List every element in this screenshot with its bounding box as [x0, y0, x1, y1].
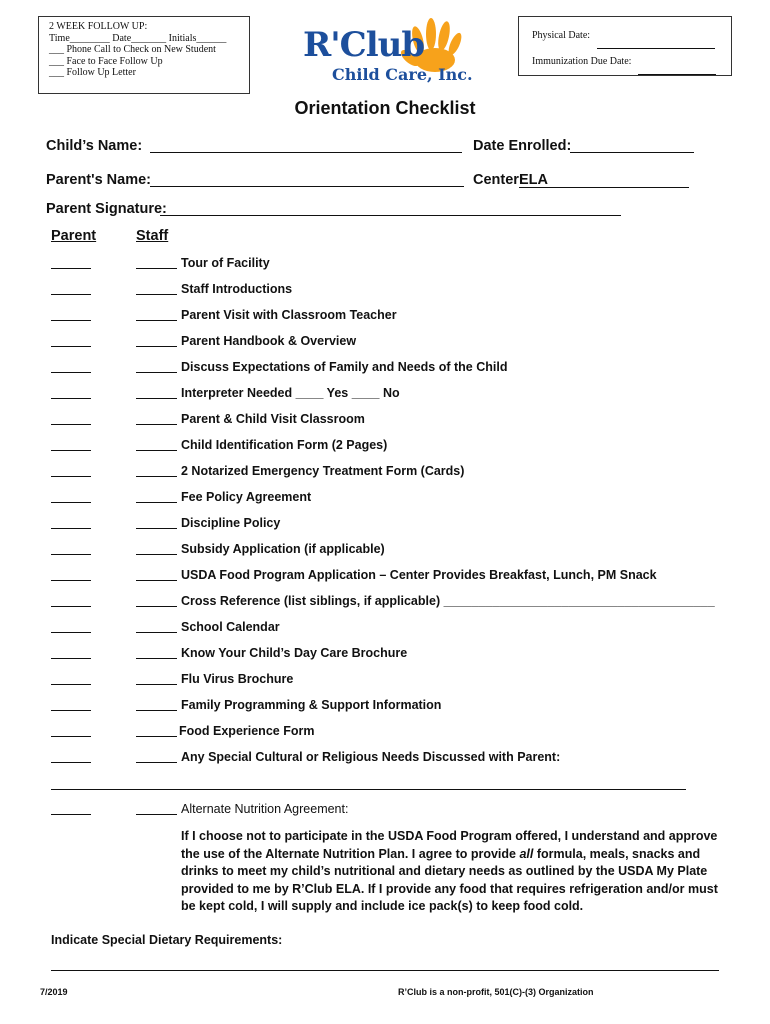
- checklist-row: [0, 620, 770, 638]
- column-header-parent: Parent: [51, 228, 97, 244]
- staff-initial-line[interactable]: [136, 580, 177, 581]
- immunization-date-row[interactable]: [532, 49, 731, 75]
- checklist-row: [0, 282, 770, 300]
- parent-initial-line[interactable]: [51, 580, 91, 581]
- physical-date-label: Physical Date:: [532, 30, 591, 41]
- staff-initial-line[interactable]: [136, 346, 177, 347]
- dietary-requirements-line[interactable]: [51, 970, 719, 971]
- checklist-label: Flu Virus Brochure: [181, 672, 294, 686]
- staff-initial-line[interactable]: [136, 424, 177, 425]
- follow-up-item[interactable]: ___ Face to Face Follow Up: [49, 55, 163, 67]
- parent-initial-line[interactable]: [51, 762, 91, 763]
- checklist-label: Subsidy Application (if applicable): [181, 542, 385, 556]
- parent-initial-line[interactable]: [51, 658, 91, 659]
- checklist-row: [0, 516, 770, 534]
- checklist-row: [0, 438, 770, 456]
- checklist-row: [0, 724, 770, 742]
- checklist-row: [0, 568, 770, 586]
- checklist-row: [0, 386, 770, 404]
- checklist-row: [0, 412, 770, 430]
- date-enrolled-label: Date Enrolled:: [473, 138, 572, 154]
- parent-signature-label: Parent Signature:: [46, 201, 167, 217]
- staff-initial-line[interactable]: [136, 632, 177, 633]
- parent-initial-line[interactable]: [51, 320, 91, 321]
- special-needs-line[interactable]: [51, 789, 686, 790]
- checklist-label: Family Programming & Support Information: [181, 698, 442, 712]
- follow-up-fields[interactable]: Time________ Date_______ Initials______: [49, 32, 227, 44]
- checklist-label: Parent Handbook & Overview: [181, 334, 357, 348]
- staff-initial-line[interactable]: [136, 294, 177, 295]
- staff-initial-line[interactable]: [136, 320, 177, 321]
- checklist-row: [0, 360, 770, 378]
- checklist-label: Parent & Child Visit Classroom: [181, 412, 365, 426]
- physical-date-line[interactable]: [597, 38, 715, 49]
- checklist-row: [0, 594, 770, 612]
- parent-initial-line[interactable]: [51, 684, 91, 685]
- staff-initial-line[interactable]: [136, 528, 177, 529]
- checklist-row: [0, 646, 770, 664]
- parent-name-line[interactable]: [150, 172, 464, 187]
- parent-initial-line[interactable]: [51, 346, 91, 347]
- checklist-label: Know Your Child’s Day Care Brochure: [181, 646, 408, 660]
- checklist-label: Cross Reference (list siblings, if applicable) _______________________________________: [181, 594, 715, 608]
- parent-initial-line[interactable]: [51, 528, 91, 529]
- staff-initial-line[interactable]: [136, 554, 177, 555]
- checklist-row: [0, 256, 770, 274]
- alternate-nutrition-label: Alternate Nutrition Agreement:: [181, 802, 349, 816]
- staff-initial-line[interactable]: [136, 476, 177, 477]
- parent-initial-line[interactable]: [51, 372, 91, 373]
- parent-name-label: Parent's Name:: [46, 172, 151, 188]
- checklist-row: [0, 698, 770, 716]
- center-value[interactable]: [519, 172, 689, 188]
- staff-initial-line[interactable]: [136, 658, 177, 659]
- staff-initial-line[interactable]: [136, 502, 177, 503]
- parent-initial-line[interactable]: [51, 268, 91, 269]
- footer-date: 7/2019: [40, 987, 68, 997]
- parent-initial-line[interactable]: [51, 736, 91, 737]
- parent-initial-line[interactable]: [51, 632, 91, 633]
- center-value-text: ELA: [519, 172, 548, 188]
- staff-initial-line[interactable]: [136, 606, 177, 607]
- checklist-label: Child Identification Form (2 Pages): [181, 438, 388, 452]
- checklist-row: [0, 334, 770, 352]
- column-header-staff: Staff: [136, 228, 169, 244]
- parent-initial-line[interactable]: [51, 424, 91, 425]
- immunization-date-label: Immunization Due Date:: [532, 56, 632, 67]
- physical-date-row[interactable]: [532, 23, 731, 49]
- parent-initial-line[interactable]: [51, 398, 91, 399]
- paragraph-text: If I choose not to participate in the USDA Food Program offered, I understand and approve the use of the Alternate Nutrition Plan. I agree to provide: [181, 829, 718, 861]
- staff-initial-line[interactable]: [136, 450, 177, 451]
- checklist-label: Interpreter Needed ____ Yes ____ No: [181, 386, 400, 400]
- parent-initial-line[interactable]: [51, 814, 91, 815]
- dates-box: [518, 16, 732, 76]
- follow-up-heading: 2 WEEK FOLLOW UP:: [49, 21, 148, 32]
- parent-initial-line[interactable]: [51, 294, 91, 295]
- alternate-nutrition-paragraph: [181, 828, 726, 916]
- paragraph-text: formula, meals, snacks and drinks to meet my child’s nutritional and dietary needs as outlined by the USDA My Plate provided to me by R’Club ELA. If I provide any food that requires refrigeration and/or must be kept cold, I will supply and include ice pack(s) to keep food cold.: [181, 846, 718, 914]
- parent-initial-line[interactable]: [51, 450, 91, 451]
- staff-initial-line[interactable]: [136, 398, 177, 399]
- logo-subtitle: Child Care, Inc.: [332, 65, 473, 84]
- checklist-label: School Calendar: [181, 620, 280, 634]
- alternate-nutrition-row: [0, 802, 770, 820]
- dietary-requirements-label: Indicate Special Dietary Requirements:: [51, 933, 283, 947]
- follow-up-item[interactable]: ___ Phone Call to Check on New Student: [49, 44, 216, 55]
- parent-signature-line[interactable]: [160, 201, 621, 216]
- checklist-label: Discuss Expectations of Family and Needs of the Child: [181, 360, 508, 374]
- footer-organization: R’Club is a non-profit, 501(C)-(3) Organization: [398, 987, 594, 997]
- parent-initial-line[interactable]: [51, 554, 91, 555]
- child-name-label: Child’s Name:: [46, 138, 143, 154]
- checklist-label: Any Special Cultural or Religious Needs Discussed with Parent:: [181, 750, 561, 764]
- checklist-label: Parent Visit with Classroom Teacher: [181, 308, 397, 322]
- parent-initial-line[interactable]: [51, 476, 91, 477]
- parent-initial-line[interactable]: [51, 502, 91, 503]
- checklist-row: [0, 750, 770, 768]
- checklist-row: [0, 672, 770, 690]
- staff-initial-line[interactable]: [136, 372, 177, 373]
- staff-initial-line[interactable]: [136, 268, 177, 269]
- checklist-row: [0, 308, 770, 326]
- logo-wordmark: R'Club: [303, 25, 425, 65]
- checklist-label: Discipline Policy: [181, 516, 281, 530]
- checklist-label: Staff Introductions: [181, 282, 293, 296]
- checklist-row: [0, 464, 770, 482]
- staff-initial-line[interactable]: [136, 762, 177, 763]
- checklist-label: Tour of Facility: [181, 256, 270, 270]
- immunization-date-line[interactable]: [638, 64, 716, 75]
- staff-initial-line[interactable]: [136, 736, 177, 737]
- follow-up-item[interactable]: ___ Follow Up Letter: [49, 67, 136, 78]
- checklist-label: Fee Policy Agreement: [181, 490, 312, 504]
- checklist-row: [0, 490, 770, 508]
- staff-initial-line[interactable]: [136, 814, 177, 815]
- page-title: Orientation Checklist: [294, 98, 476, 118]
- follow-up-box: [38, 16, 250, 94]
- center-label: Center:: [473, 172, 524, 188]
- parent-initial-line[interactable]: [51, 606, 91, 607]
- staff-initial-line[interactable]: [136, 710, 177, 711]
- checklist-label: 2 Notarized Emergency Treatment Form (Cards): [181, 464, 465, 478]
- checklist-row: [0, 542, 770, 560]
- staff-initial-line[interactable]: [136, 684, 177, 685]
- paragraph-emphasis: all: [519, 846, 534, 861]
- child-name-line[interactable]: [150, 138, 462, 153]
- checklist-label: Food Experience Form: [179, 724, 315, 738]
- checklist-label: USDA Food Program Application – Center Provides Breakfast, Lunch, PM Snack: [181, 568, 657, 582]
- parent-initial-line[interactable]: [51, 710, 91, 711]
- date-enrolled-line[interactable]: [570, 138, 694, 153]
